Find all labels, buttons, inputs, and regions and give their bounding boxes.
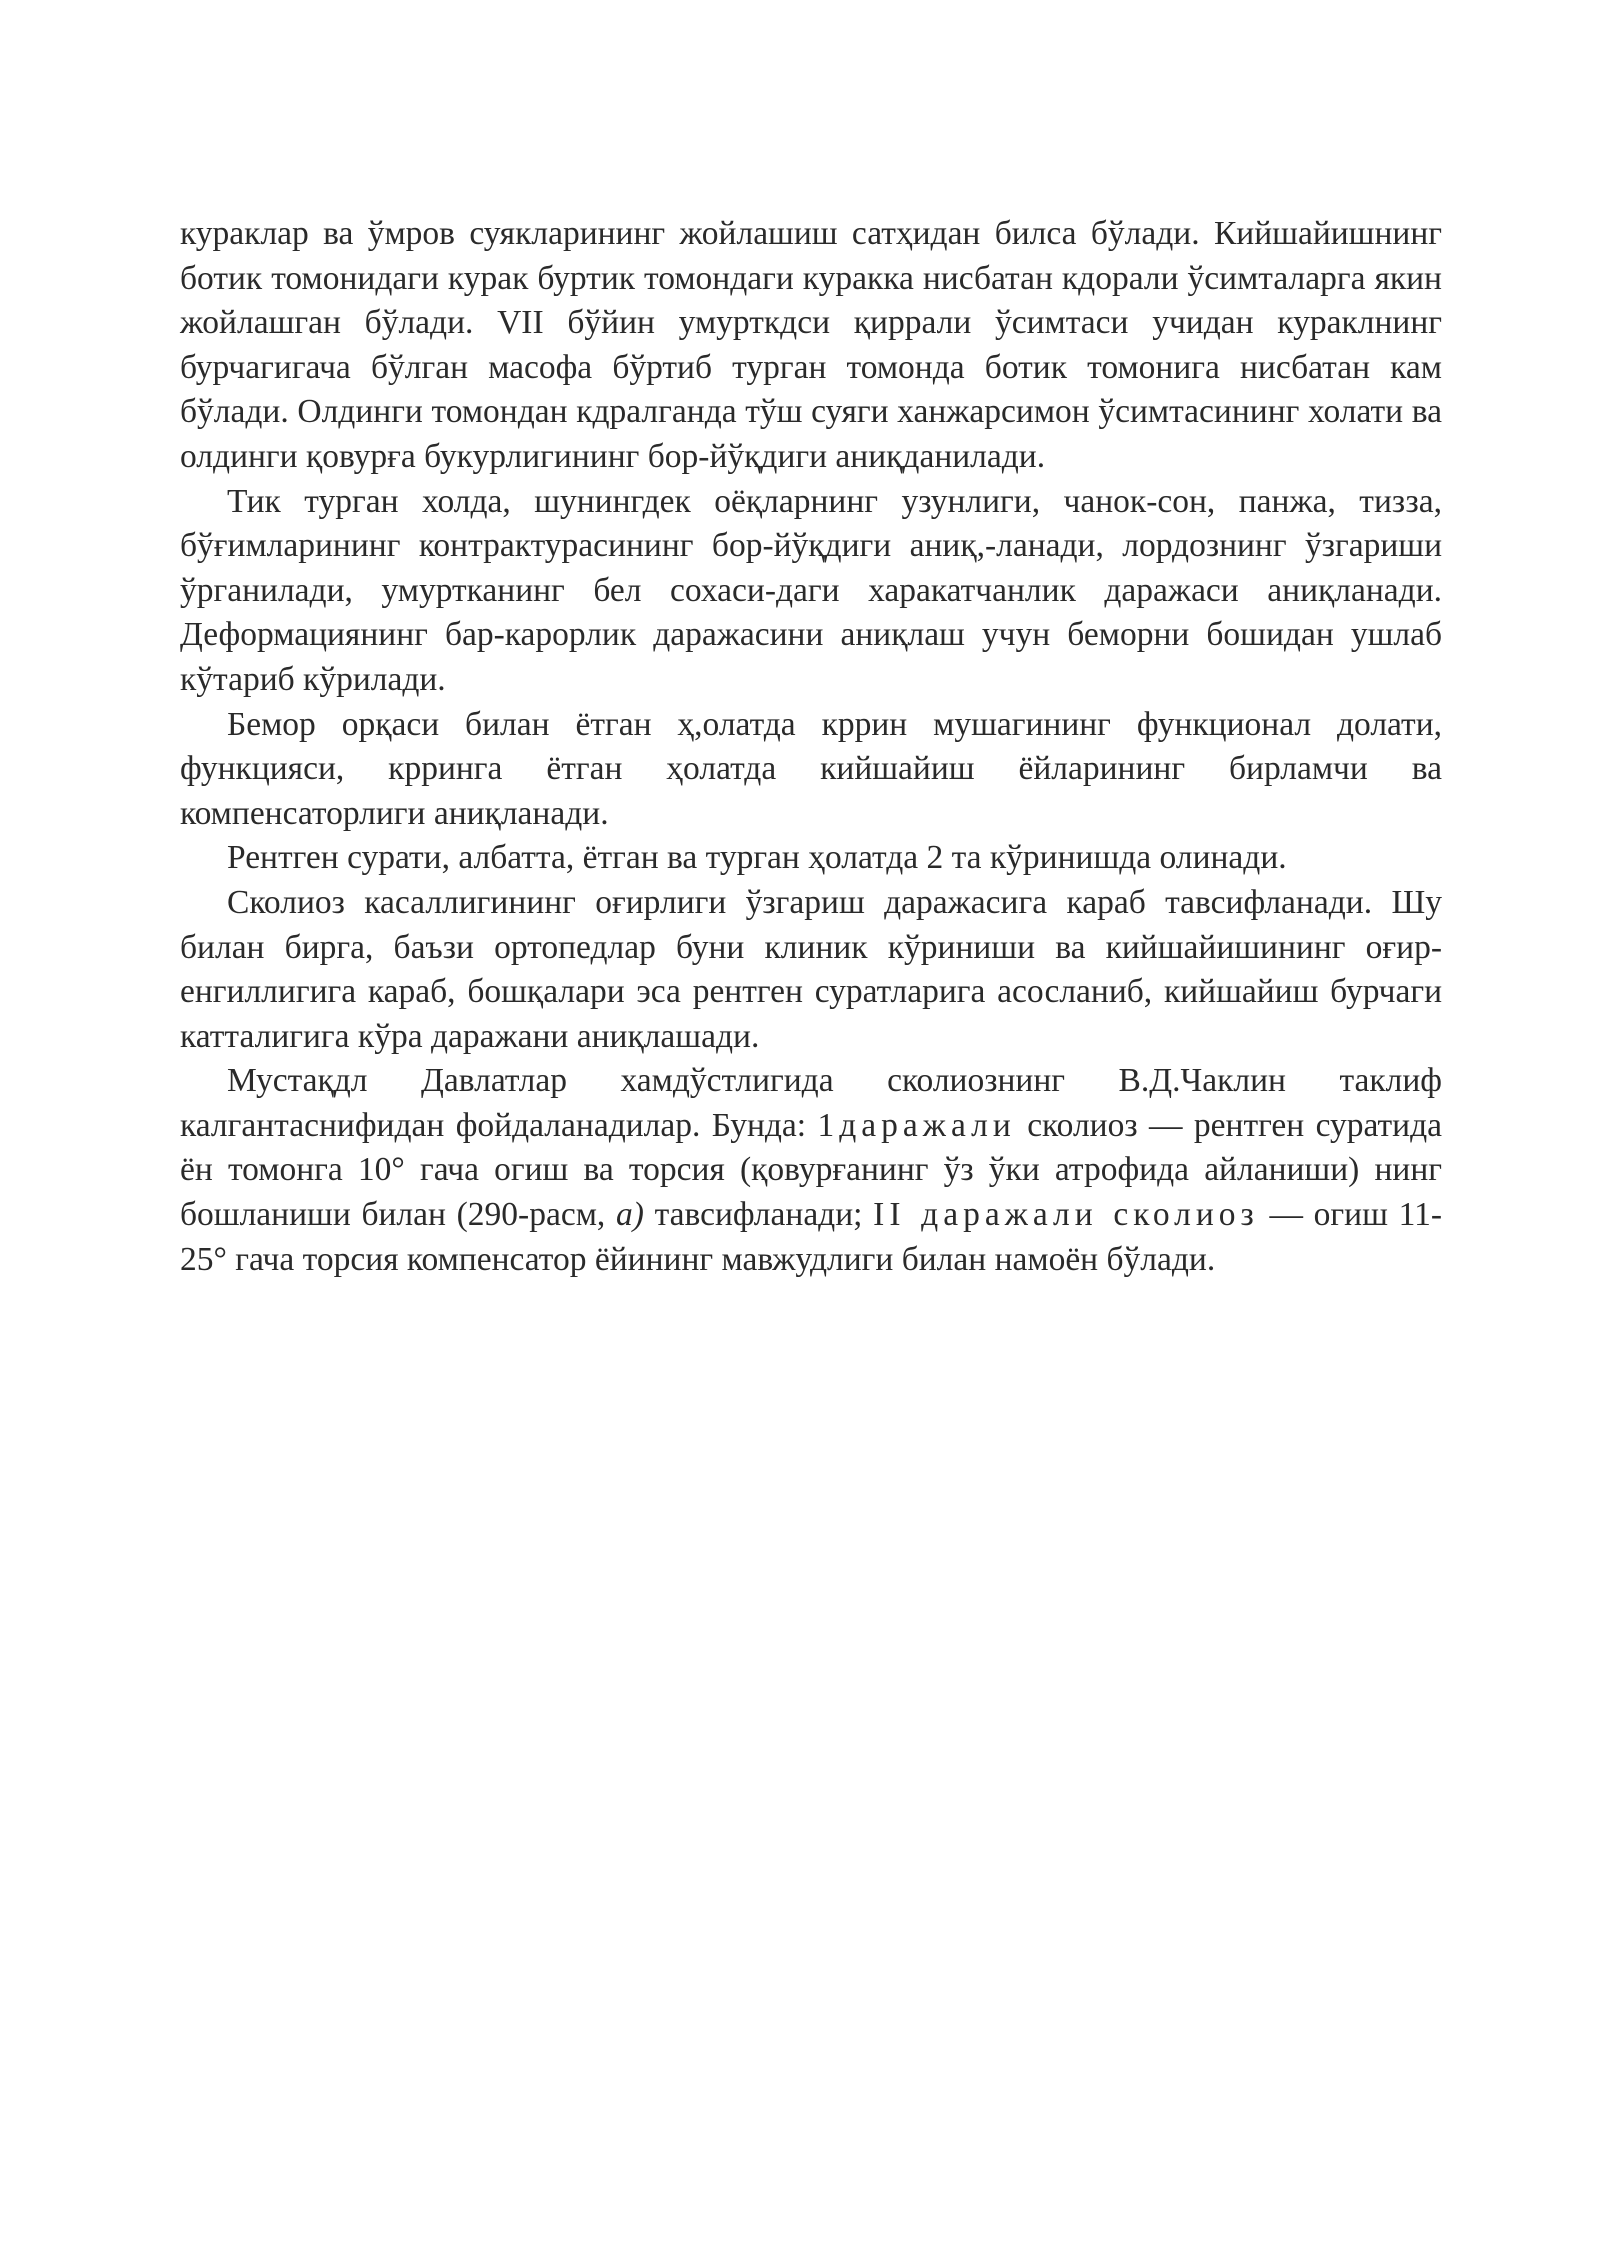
- paragraph-6-part-1: Мустақдл Давлатлар хамдўстлигида сколиознинг В.Д.Чаклин таклиф калгантаснифидан фойдаланадилар. Бунда:: [180, 1062, 1442, 1144]
- paragraph-1: кураклар ва ўмров суякларининг жойлашиш сатҳидан билса бўлади. Кийшайишнинг ботик томонидаги курак буртик томондаги куракка нисбатан кдорали ўсимталарга якин жойлашган бўлади. VII бўйин умурткдси қиррали ўсимтаси учидан кураклнинг бурчагигача бўлган масофа бўртиб турган томонда ботик томонига нисбатан кам бўлади. Олдинги томондан кдралганда тўш суяги ханжарсимон ўсимтасининг холати ва олдинги қовурға букурлигининг бор-йўқдиги аниқданилади.: [180, 215, 1442, 475]
- spaced-term-2: II даражали сколиоз: [873, 1196, 1259, 1234]
- paragraph-3: Бемор орқаси билан ётган ҳ,олатда кррин мушагининг функционал долати, функцияси, кррингa ётган ҳолатда кийшайиш ёйларининг бирламчи ва компенсаторлиги аниқланади.: [180, 705, 1442, 832]
- paragraph-2: Тик турган холда, шунингдек оёқларнинг узунлиги, чанок-сон, панжа, тизза, бўғимларининг контрактурасининг бор-йўқдиги аниқ,-ланади, лордознинг ўзгариши ўрганилади, умуртканинг бел сохаси-даги харакатчанлик даражаси аниқланади. Деформациянинг бар-карорлик даражасини аниқлаш учун беморни бошидан ушлаб кўтариб кўрилади.: [180, 482, 1442, 698]
- document-page: [180, 212, 1442, 1282]
- paragraph-4: Рентген сурати, албатта, ётган ва турган ҳолатда 2 та кўринишда олинади.: [227, 839, 1287, 877]
- figure-reference: а): [615, 1196, 644, 1234]
- paragraph-5: Сколиоз касаллигининг оғирлиги ўзгариш даражасига караб тавсифланади. Шу билан бирга, баъзи ортопедлар буни клиник кўриниши ва кийшайишининг оғир-енгиллигига караб, бошқалари эса рентген суратларига асосланиб, кийшайиш бурчаги катталигига кўра даражани аниқлашади.: [180, 883, 1442, 1055]
- paragraph-6-part-2: сколиоз — рентген суратида ён томонга 10° гача огиш ва торсия (қовурғанинг ўз ўки атрофида айланиши) нинг бошланиши билан (290-расм,: [180, 1106, 1443, 1234]
- spaced-term-1: 1даражали: [817, 1106, 1016, 1144]
- paragraph-6-part-4: — огиш 11-25° гача торсия компенсатор ёйининг мавжудлиги билан намоён бўлади.: [180, 1196, 1442, 1278]
- paragraph-6: [180, 1059, 1442, 1282]
- paragraph-6-part-3: тавсифланади;: [654, 1196, 863, 1234]
